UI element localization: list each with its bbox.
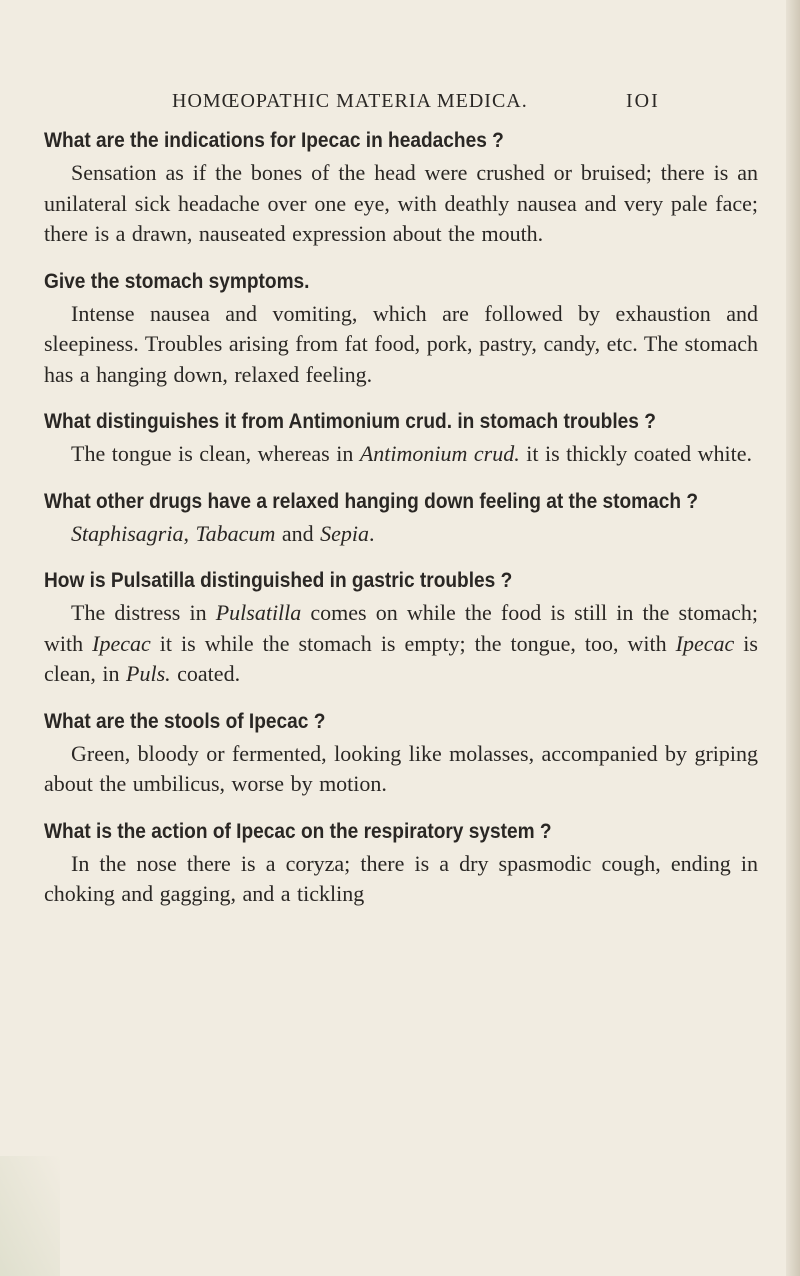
qa-headaches [44, 126, 758, 250]
question-relaxed-feeling: What other drugs have a relaxed hanging down feeling at the stomach ? [44, 489, 699, 513]
running-title: HOMŒOPATHIC MATERIA MEDICA. [172, 90, 528, 112]
answer-pulsatilla [44, 598, 758, 690]
qa-stomach-symptoms [44, 267, 758, 391]
page-body [44, 126, 758, 910]
answer-relaxed-feeling [44, 519, 758, 550]
drug-name: Pulsatilla [215, 600, 302, 625]
answer-text: The distress in [71, 600, 216, 625]
qa-antimonium [44, 407, 758, 470]
qa-stools [44, 707, 758, 800]
answer-text: it is while the stomach is empty; the tongue, too, with [150, 630, 676, 656]
qa-respiratory [44, 817, 758, 910]
answer-text: comes on while the food is still in the stomach; with [44, 600, 758, 656]
drug-name: Ipecac [92, 630, 151, 656]
question-antimonium: What distinguishes it from Antimonium crud. in stomach troubles ? [44, 410, 656, 433]
answer-text: The tongue is clean, whereas in [71, 441, 360, 466]
answer-headaches: Sensation as if the bones of the head were crushed or bruised; there is an unilateral sick headache over one eye, with deathly nausea and very pale face; there is a drawn, nauseated expression about the mouth. [44, 160, 758, 246]
page-number: IOI [626, 90, 660, 112]
drug-name: Ipecac [675, 630, 735, 656]
answer-text: . [369, 520, 375, 546]
question-pulsatilla: How is Pulsatilla distinguished in gastric troubles ? [44, 569, 513, 592]
drug-name: Puls. [126, 661, 171, 686]
answer-antimonium [44, 439, 758, 470]
drug-name: Tabacum [195, 520, 276, 546]
question-stomach-symptoms: Give the stomach symptoms. [44, 269, 310, 293]
answer-text: it is thickly coated white. [519, 441, 753, 466]
question-headaches: What are the indications for Ipecac in headaches ? [44, 129, 504, 152]
answer-text: coated. [170, 661, 241, 686]
drug-name: Staphisagria [71, 520, 184, 546]
page-shadow [0, 1156, 60, 1276]
page-edge [786, 0, 800, 1276]
answer-respiratory: In the nose there is a coryza; there is a dry spasmodic cough, ending in choking and gagging, and a tickling [44, 850, 758, 906]
answer-text: , [183, 520, 196, 546]
qa-relaxed-feeling [44, 487, 758, 550]
answer-stools: Green, bloody or fermented, looking like molasses, accompanied by griping about the umbilicus, worse by motion. [44, 740, 758, 796]
question-respiratory: What is the action of Ipecac on the respiratory system ? [44, 819, 552, 843]
question-stools: What are the stools of Ipecac ? [44, 709, 326, 733]
running-head [0, 90, 800, 120]
answer-text: and [275, 520, 321, 546]
answer-stomach-symptoms: Intense nausea and vomiting, which are followed by exhaustion and sleepiness. Troubles arising from fat food, pork, pastry, candy, etc. The stomach has a hanging down, relaxed feeling. [44, 300, 758, 387]
answer-text: is clean, in [44, 630, 758, 686]
qa-pulsatilla [44, 566, 758, 690]
drug-name: Antimonium crud. [359, 441, 520, 466]
drug-name: Sepia [320, 520, 369, 546]
